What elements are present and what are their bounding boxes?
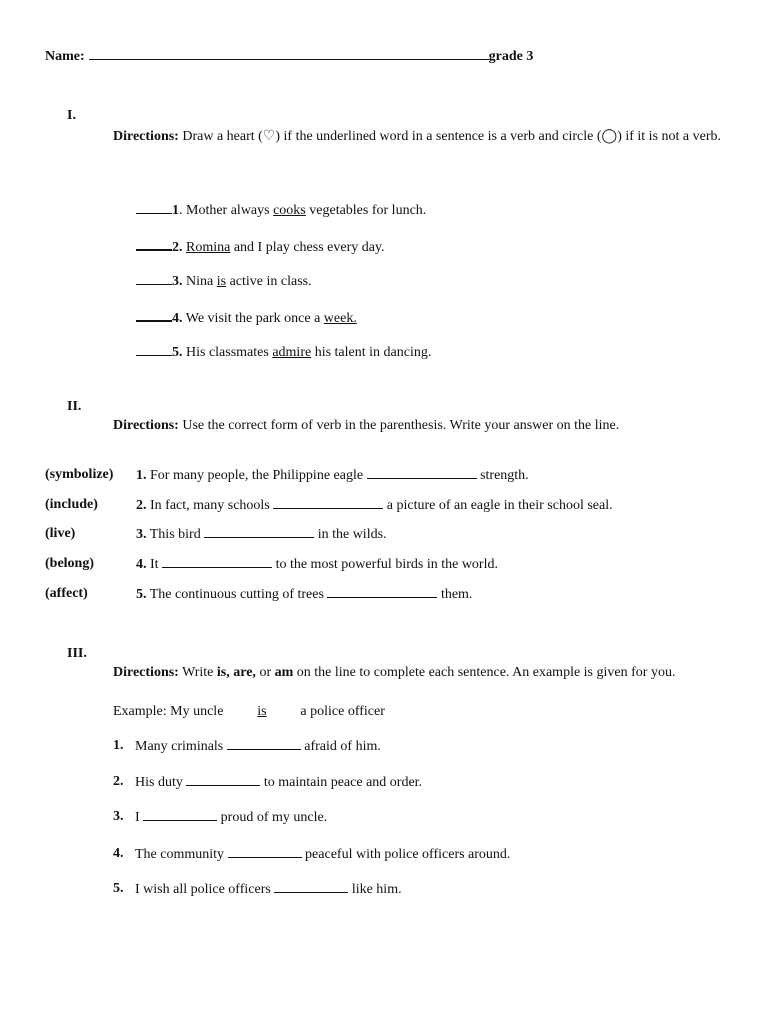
- item-text-before: We visit the park once a: [182, 311, 324, 326]
- item-text-before: Many criminals: [135, 739, 227, 754]
- item-number: 1: [172, 203, 179, 218]
- circle-icon: ◯: [601, 129, 618, 144]
- list-item: [135, 773, 422, 792]
- answer-blank[interactable]: [136, 343, 172, 356]
- item-number: 4.: [136, 557, 147, 572]
- list-item: [135, 737, 381, 756]
- item-text-after: them.: [437, 587, 473, 602]
- example-sentence: [113, 703, 385, 721]
- item-text-before: The community: [135, 847, 228, 862]
- item-text-after: strength.: [476, 468, 529, 483]
- item-text-before: I wish all police officers: [135, 882, 275, 897]
- item-text-after: to the most powerful birds in the world.: [272, 557, 498, 572]
- name-label: Name:: [45, 49, 85, 64]
- answer-blank[interactable]: [162, 555, 272, 568]
- keyword-am: am: [274, 665, 294, 680]
- list-item: [136, 525, 387, 544]
- section3-directions-or: or: [255, 665, 275, 680]
- item-text-after: peaceful with police officers around.: [301, 847, 511, 862]
- answer-blank[interactable]: [143, 808, 217, 821]
- list-item: [136, 555, 498, 574]
- item-text-before: The continuous cutting of trees: [146, 587, 328, 602]
- item-text-after: proud of my uncle.: [217, 810, 328, 825]
- item-number: 1.: [113, 738, 124, 753]
- list-item: [135, 880, 402, 899]
- item-text-after: active in class.: [226, 274, 312, 289]
- item-number: 3.: [172, 274, 183, 289]
- item-number: 3.: [113, 809, 124, 824]
- item-number: 5.: [113, 881, 124, 896]
- section1-directions-text-a: Draw a heart (: [182, 129, 263, 144]
- item-text-after: to maintain peace and order.: [260, 775, 423, 790]
- keyword-is: is,: [216, 665, 230, 680]
- example-answer: is: [257, 704, 267, 719]
- list-item: [136, 272, 312, 291]
- answer-blank[interactable]: [204, 525, 314, 538]
- name-row: [45, 47, 533, 66]
- answer-blank[interactable]: [227, 737, 301, 750]
- underlined-word: week.: [323, 311, 357, 326]
- section3-numeral: III.: [67, 646, 87, 661]
- item-text-before: It: [146, 557, 163, 572]
- item-text-after: afraid of him.: [300, 739, 381, 754]
- answer-blank[interactable]: [273, 496, 383, 509]
- section3-directions: [113, 664, 675, 682]
- item-text-before: His classmates: [182, 345, 273, 360]
- verb-hint: (symbolize): [45, 467, 114, 482]
- name-field[interactable]: [89, 47, 489, 60]
- item-number: 3.: [136, 527, 147, 542]
- item-text-before: I: [135, 810, 144, 825]
- list-item: [135, 845, 510, 864]
- item-number: 2.: [172, 240, 183, 255]
- section2-directions-text: Use the correct form of verb in the parenthesis. Write your answer on the line.: [178, 418, 620, 433]
- item-number: 4.: [113, 846, 124, 861]
- item-text-after: like him.: [348, 882, 402, 897]
- list-item: [136, 343, 431, 362]
- verb-hint: (live): [45, 526, 76, 541]
- underlined-word: Romina: [186, 240, 231, 255]
- verb-hint: (include): [45, 497, 98, 512]
- keyword-are: are,: [233, 665, 256, 680]
- answer-blank[interactable]: [136, 201, 172, 214]
- item-text-before: For many people, the Philippine eagle: [146, 468, 367, 483]
- example-text-after: a police officer: [296, 704, 385, 719]
- example-text-before: Example: My uncle: [113, 704, 227, 719]
- list-item: [136, 496, 613, 515]
- item-text-before: In fact, many schools: [146, 498, 274, 513]
- section3-directions-text-b: on the line to complete each sentence. An example is given for you.: [293, 665, 676, 680]
- item-text-after: and I play chess every day.: [230, 240, 385, 255]
- section1-numeral: I.: [67, 108, 76, 123]
- list-item: [135, 808, 327, 827]
- item-text-after: in the wilds.: [314, 527, 387, 542]
- section3-directions-label: Directions:: [113, 665, 179, 680]
- list-item: [136, 585, 472, 604]
- item-text-before: This bird: [146, 527, 205, 542]
- answer-blank[interactable]: [367, 466, 477, 479]
- item-number: 1.: [136, 468, 147, 483]
- section3-directions-text-a: Write: [178, 665, 217, 680]
- item-text-before: His duty: [135, 775, 187, 790]
- answer-blank[interactable]: [228, 845, 302, 858]
- item-number: 5.: [136, 587, 147, 602]
- list-item: [136, 201, 426, 220]
- heart-icon: ♡: [262, 129, 276, 144]
- item-number: 2.: [136, 498, 147, 513]
- verb-hint: (belong): [45, 556, 94, 571]
- answer-blank[interactable]: [136, 272, 172, 285]
- underlined-word: admire: [272, 345, 312, 360]
- grade-label: grade 3: [488, 49, 534, 64]
- answer-blank[interactable]: [136, 308, 172, 322]
- section1-directions: [113, 128, 725, 146]
- section1-directions-text-c: ) if it is not a verb.: [617, 129, 721, 144]
- underlined-word: is: [216, 274, 227, 289]
- item-number: 5.: [172, 345, 183, 360]
- list-item: [136, 237, 385, 257]
- verb-hint: (affect): [45, 586, 88, 601]
- underlined-word: cooks: [273, 203, 306, 218]
- list-item: [136, 308, 357, 328]
- section2-directions-label: Directions:: [113, 418, 179, 433]
- item-text-before: . Mother always: [179, 203, 274, 218]
- answer-blank[interactable]: [274, 880, 348, 893]
- item-text-after: vegetables for lunch.: [305, 203, 427, 218]
- answer-blank[interactable]: [327, 585, 437, 598]
- answer-blank[interactable]: [136, 237, 172, 251]
- item-number: 4.: [172, 311, 183, 326]
- section2-directions: [113, 417, 619, 435]
- section1-directions-label: Directions:: [113, 129, 179, 144]
- list-item: [136, 466, 529, 485]
- item-text-before: Nina: [182, 274, 217, 289]
- item-number: 2.: [113, 774, 124, 789]
- item-text-after: his talent in dancing.: [311, 345, 432, 360]
- answer-blank[interactable]: [186, 773, 260, 786]
- section1-directions-text-b: ) if the underlined word in a sentence is a verb and circle (: [275, 129, 602, 144]
- section2-numeral: II.: [67, 399, 82, 414]
- item-text-after: a picture of an eagle in their school seal.: [383, 498, 613, 513]
